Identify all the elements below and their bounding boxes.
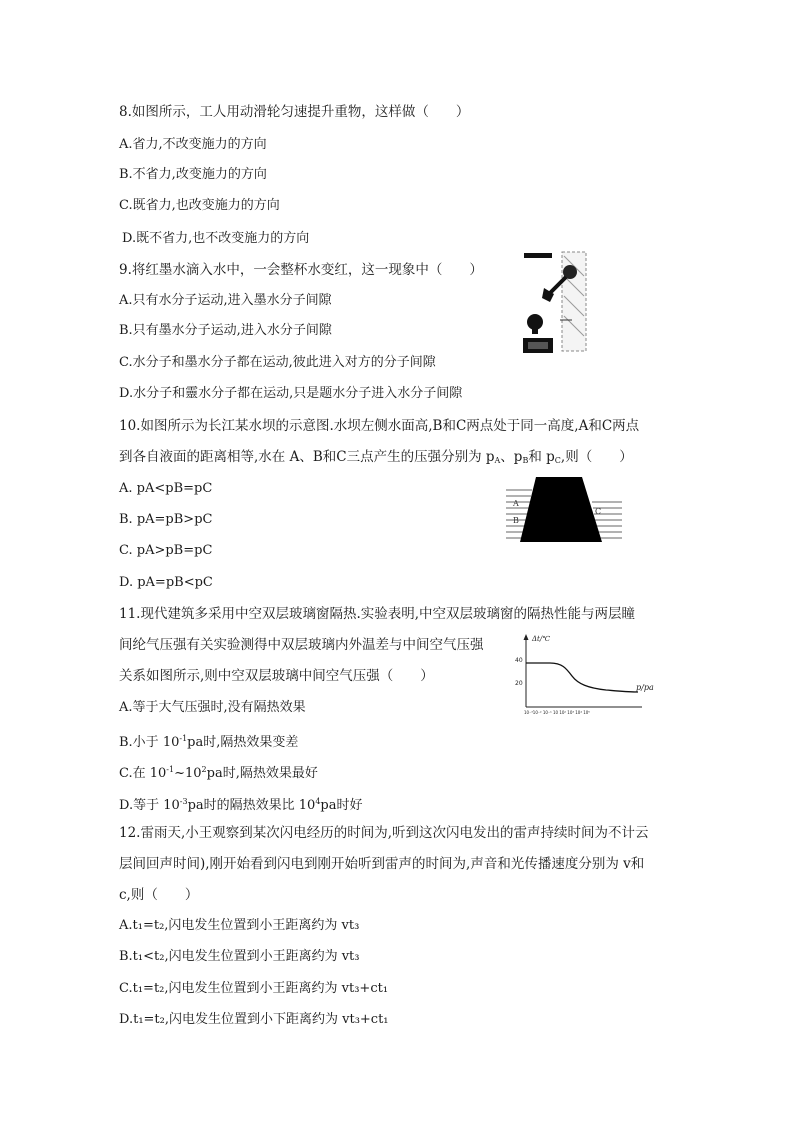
q8-option-b[interactable]: B.不省力,改变施力的方向 [119,167,267,182]
q12-stem-line3: c,则（ ） [119,887,199,903]
q12-option-c[interactable]: C.t₁=t₂,闪电发生位置到小王距离约为 vt₃+ct₁ [119,981,389,996]
q11-graph-ylabel: Δt/℃ [532,635,551,643]
q10-dam-body [520,477,602,542]
q9-option-a[interactable]: A.只有水分子运动,进入墨水分子间隙 [119,293,332,308]
q11-graph [510,630,660,720]
q8-option-c[interactable]: C.既省力,也改变施力的方向 [119,198,280,213]
q9-option-b[interactable]: B.只有墨水分子运动,进入水分子间隙 [119,323,332,338]
q9-fig-weight [527,314,543,330]
q10-dam-figure [504,474,624,544]
q10-stem-line1: 10.如图所示为长江某水坝的示意图.水坝左侧水面高,B和C两点处于同一高度,A和C两点 [119,418,640,434]
q8-option-d[interactable]: D.既不省力,也不改变施力的方向 [122,231,310,246]
q8-option-a[interactable]: A.省力,不改变施力的方向 [119,137,267,152]
q10-option-c[interactable]: C. pA>pB=pC [119,543,213,558]
q9-option-d[interactable]: D.水分子和靈水分子都在运动,只是题水分子进入水分子间隙 [119,386,463,401]
q11-graph-curve [526,663,638,692]
q11-stem-line1: 11.现代建筑多采用中空双层玻璃窗隔热.实验表明,中空双层玻璃窗的隔热性能与两层瞳 [119,606,636,622]
q12-stem-line1: 12.雷雨天,小王观察到某次闪电经历的时间为,听到这次闪电发出的雷声持续时间为不计云 [119,825,649,841]
q9-option-c[interactable]: C.水分子和墨水分子都在运动,彼此进入对方的分子间隙 [119,355,436,370]
q10-label-b: B [513,516,519,525]
q9-stem: 9.将红墨水滴入水中，一会整杯水变红，这一现象中（ ） [119,262,483,278]
q11-graph-ytick-40: 40 [515,657,523,664]
q10-option-b[interactable]: B. pA=pB>pC [119,512,213,527]
q9-figure [520,250,590,355]
q11-option-a[interactable]: A.等于大气压强时,没有隔热效果 [119,700,306,715]
q10-option-a[interactable]: A. pA<pB=pC [119,481,213,496]
q12-option-b[interactable]: B.t₁<t₂,闪电发生位置到小王距离约为 vt₃ [119,949,360,964]
q11-graph-xticks: 10⁻³10⁻² 10⁻¹ 10 10² 10³ 10⁴ 10⁵ [524,710,590,715]
q11-option-c[interactable]: C.在 $10^{-1}\sim 10^2pa$时,隔热效果最好 [119,765,318,781]
q11-option-d[interactable]: D.等于 $10^{-3}pa$时的隔热效果比 $10^4pa$时好 [119,797,363,813]
q10-option-d[interactable]: D. pA=pB<pC [119,575,213,590]
q10-label-c: C [595,507,602,516]
q11-stem-line2: 间纶气压强有关实验测得中双层玻璃内外温差与中间空气压强 [119,637,484,653]
q11-graph-xlabel: p/pa [636,683,654,692]
q12-stem-line2: 层间回声时间),刚开始看到闪电到刚开始听到雷声的时间为,声音和光传播速度分别为 v和 [119,856,645,872]
q11-graph-ytick-20: 20 [515,680,523,687]
q11-option-b[interactable]: B.小于 $10^{-1}pa$时,隔热效果变差 [119,734,299,750]
q12-option-d[interactable]: D.t₁=t₂,闪电发生位置到小下距离约为 vt₃+ct₁ [119,1012,389,1027]
q10-stem-line2: 到各自液面的距离相等,水在 A、B和C三点产生的压强分别为 $p_A$、$p_B$和 $p_C$,则（ ） [119,449,633,465]
q11-stem-line3: 关系如图所示,则中空双层玻璃中间空气压强（ ） [119,668,434,684]
q9-fig-support-beam [524,253,552,258]
q10-label-a: A [513,499,519,508]
q12-option-a[interactable]: A.t₁=t₂,闪电发生位置到小王距离约为 vt₃ [119,918,360,933]
q8-stem: 8.如图所示，工人用动滑轮匀速提升重物，这样做（ ） [119,104,470,120]
